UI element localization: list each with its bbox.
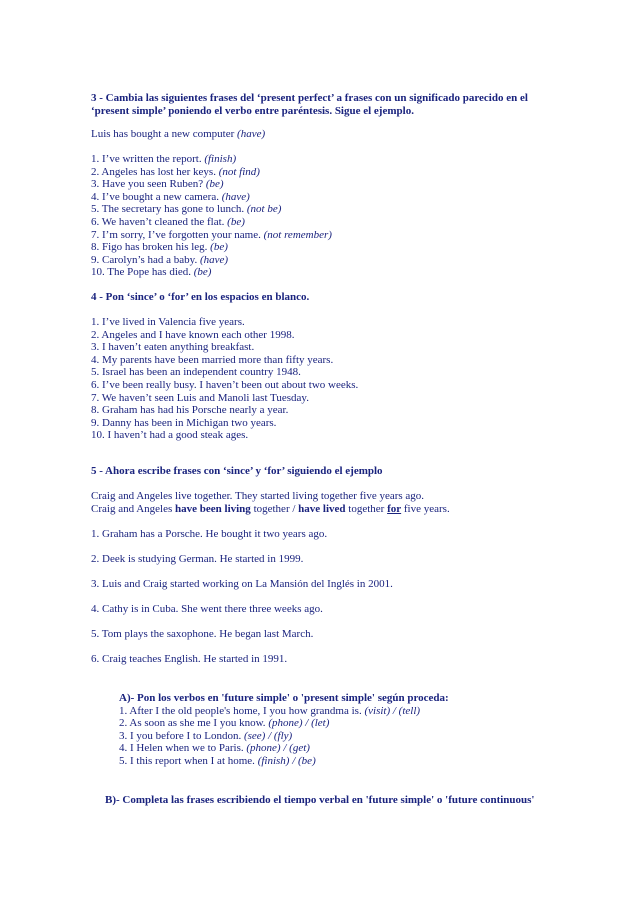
list-item: 7. I’m sorry, I’ve forgotten your name. (not remember) — [91, 228, 332, 241]
section-4 — [91, 291, 571, 304]
list-item: 9. Danny has been in Michigan two years. — [91, 416, 277, 429]
example-sentence: Luis has bought a new computer — [91, 128, 238, 140]
list-item: 3. I haven’t eaten anything breakfast. — [91, 341, 255, 354]
list-item: 2. As soon as she me I you know. (phone) / (let) — [119, 717, 330, 730]
list-item: 6. I’ve been really busy. I haven’t been out about two weeks. — [91, 378, 359, 391]
list-item: 1. I’ve written the report. (finish) — [91, 153, 237, 165]
list-item: 8. Figo has broken his leg. (be) — [91, 241, 228, 254]
list-item: 5. The secretary has gone to lunch. (not be) — [91, 203, 282, 216]
list-item: 1. Graham has a Porsche. He bought it two years ago. — [91, 528, 328, 540]
list-item: 2. Angeles has lost her keys. (not find) — [91, 165, 260, 178]
list-item: 5. Tom plays the saxophone. He began last March. — [91, 628, 314, 640]
list-item: 4. Cathy is in Cuba. She went there three weeks ago. — [91, 603, 323, 615]
list-item: 4. My parents have been married more than fifty years. — [91, 353, 334, 366]
list-item: 7. We haven’t seen Luis and Manoli last Tuesday. — [91, 391, 309, 404]
list-item: 4. I Helen when we to Paris. (phone) / (get) — [119, 742, 310, 755]
list-item: 10. I haven’t had a good steak ages. — [91, 429, 249, 442]
section-4-list — [91, 316, 571, 442]
example-line-1: Craig and Angeles live together. They started living together five years ago. — [91, 490, 425, 502]
example-hint: (have) — [237, 128, 266, 140]
list-item: 6. Craig teaches English. He started in 1991. — [91, 653, 288, 665]
list-item: 1. After I the old people's home, I you how grandma is. (visit) / (tell) — [119, 704, 421, 717]
section-a — [119, 692, 599, 768]
section-3-example — [91, 128, 571, 141]
list-item: 2. Angeles and I have known each other 1998. — [91, 328, 295, 341]
section-3-heading-line-2: ‘present simple’ poniendo el verbo entre paréntesis. Sigue el ejemplo. — [91, 104, 414, 117]
section-a-heading: A)- Pon los verbos en 'future simple' o 'present simple' según proceda: — [119, 692, 449, 704]
section-5-example — [91, 490, 571, 515]
section-3-list — [91, 153, 571, 279]
list-item: 4. I’ve bought a new camera. (have) — [91, 190, 250, 203]
list-item: 8. Graham has had his Porsche nearly a year. — [91, 404, 289, 417]
list-item: 6. We haven’t cleaned the flat. (be) — [91, 215, 245, 228]
list-item: 2. Deek is studying German. He started in 1999. — [91, 553, 304, 565]
list-item: 1. I’ve lived in Valencia five years. — [91, 316, 245, 328]
list-item: 5. Israel has been an independent country 1948. — [91, 366, 301, 379]
list-item: 9. Carolyn’s had a baby. (have) — [91, 253, 229, 266]
list-item: 3. I you before I to London. (see) / (fly) — [119, 729, 293, 742]
example-line-2: Craig and Angeles have been living together / have lived together for five years. — [91, 502, 450, 515]
section-5-heading: 5 - Ahora escribe frases con ‘since’ y ‘for’ siguiendo el ejemplo — [91, 465, 383, 477]
section-5 — [91, 465, 571, 478]
list-item: 3. Have you seen Ruben? (be) — [91, 178, 224, 191]
section-b-heading: B)- Completa las frases escribiendo el tiempo verbal en 'future simple' o 'future continuous' — [105, 794, 535, 806]
section-4-heading: 4 - Pon ‘since’ o ‘for’ en los espacios en blanco. — [91, 291, 310, 303]
list-item: 3. Luis and Craig started working on La Mansión del Inglés in 2001. — [91, 578, 393, 590]
list-item: 10. The Pope has died. (be) — [91, 266, 212, 279]
section-b — [105, 794, 605, 807]
section-3-heading-line-1: 3 - Cambia las siguientes frases del ‘present perfect’ a frases con un significado parecido en el — [91, 92, 528, 104]
list-item: 5. I this report when I at home. (finish) / (be) — [119, 754, 316, 767]
section-3 — [91, 92, 571, 117]
